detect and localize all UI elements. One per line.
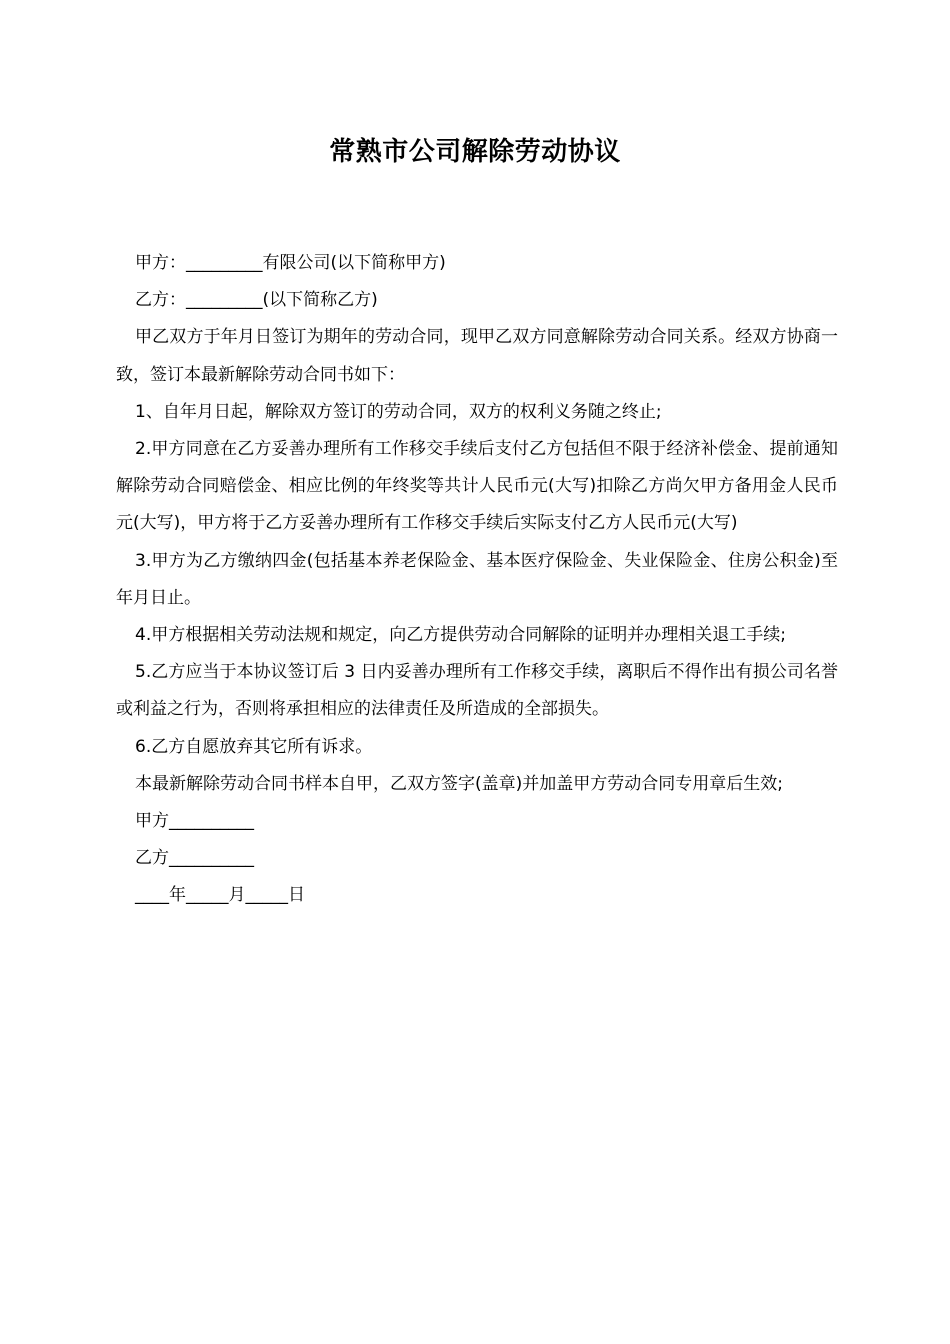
document-body (116, 245, 838, 915)
party-a-line: 甲方：_________有限公司(以下简称甲方) (135, 253, 446, 273)
clause-3: 3.甲方为乙方缴纳四金(包括基本养老保险金、基本医疗保险金、失业保险金、住房公积金)至年月日止。 (116, 550, 838, 608)
clause-2: 2.甲方同意在乙方妥善办理所有工作移交手续后支付乙方包括但不限于经济补偿金、提前通知解除劳动合同赔偿金、相应比例的年终奖等共计人民币元(大写)扣除乙方尚欠甲方备用金人民币元(大写)，甲方将于乙方妥善办理所有工作移交手续后实际支付乙方人民币元(大写) (116, 439, 838, 534)
clause-1: 1、自年月日起，解除双方签订的劳动合同，双方的权利义务随之终止; (135, 401, 662, 422)
intro-paragraph: 甲乙双方于年月日签订为期年的劳动合同，现甲乙双方同意解除劳动合同关系。经双方协商一致，签订本最新解除劳动合同书如下： (116, 327, 838, 385)
signature-date: ____年_____月_____日 (135, 885, 305, 906)
clause-4: 4.甲方根据相关劳动法规和规定，向乙方提供劳动合同解除的证明并办理相关退工手续; (135, 625, 786, 646)
clause-5: 5.乙方应当于本协议签订后 3 日内妥善办理所有工作移交手续，离职后不得作出有损公司名誉或利益之行为，否则将承担相应的法律责任及所造成的全部损失。 (116, 662, 838, 720)
signature-party-a: 甲方__________ (135, 811, 254, 832)
document-title: 常熟市公司解除劳动协议 (329, 137, 621, 167)
effective-clause: 本最新解除劳动合同书样本自甲，乙双方签字(盖章)并加盖甲方劳动合同专用章后生效; (135, 773, 783, 794)
signature-party-b: 乙方__________ (135, 848, 254, 869)
party-b-line: 乙方：_________(以下简称乙方) (135, 290, 378, 311)
clause-6: 6.乙方自愿放弃其它所有诉求。 (135, 736, 373, 757)
